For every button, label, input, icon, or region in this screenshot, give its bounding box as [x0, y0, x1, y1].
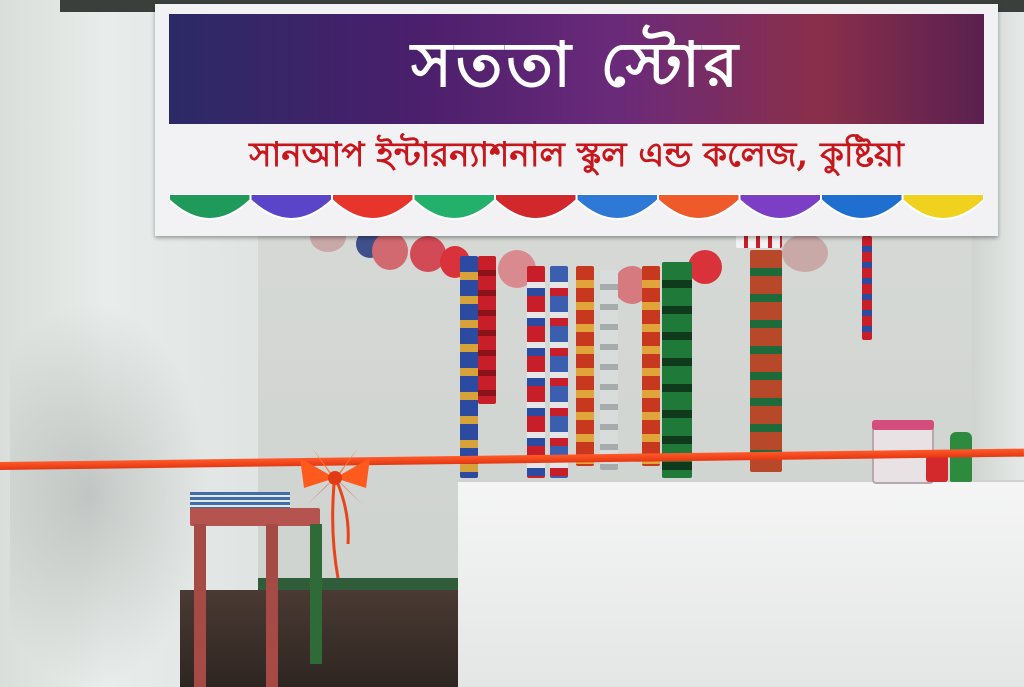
snack-strip [460, 256, 478, 478]
scallop [332, 194, 414, 219]
shop-banner [155, 4, 998, 236]
scallop [577, 194, 659, 219]
balloon [688, 250, 722, 284]
scallop [903, 194, 985, 219]
banner-subtitle: সানআপ ইন্টারন্যাশনাল স্কুল এন্ড কলেজ, কুষ্টিয়া [249, 134, 904, 175]
shop-counter [458, 480, 1024, 687]
snack-strip [600, 270, 618, 470]
snack-strip [527, 266, 545, 478]
scallop [169, 194, 251, 219]
banner-title: সততা স্টোর [410, 27, 743, 101]
snack-strip [576, 266, 594, 466]
balloon [782, 234, 828, 272]
scallop [251, 194, 333, 219]
balloon [372, 232, 408, 270]
drink-can [926, 456, 948, 482]
scallop [495, 194, 577, 219]
scallop [414, 194, 496, 219]
snack-strip [862, 236, 872, 340]
jar-lid [872, 420, 934, 430]
snack-strip [550, 266, 568, 478]
scallop [821, 194, 903, 219]
snack-strip [642, 266, 660, 466]
scallop [740, 194, 822, 219]
floor [180, 590, 480, 687]
banner-title-band [169, 14, 984, 124]
snack-strip [750, 250, 782, 472]
snack-strip [662, 262, 692, 478]
stool-leg [266, 524, 278, 687]
banner-scallops [169, 194, 984, 230]
snack-strip [478, 256, 496, 404]
scallop [658, 194, 740, 219]
ribbon-bow-icon [290, 444, 380, 584]
stool-leg [194, 524, 206, 687]
